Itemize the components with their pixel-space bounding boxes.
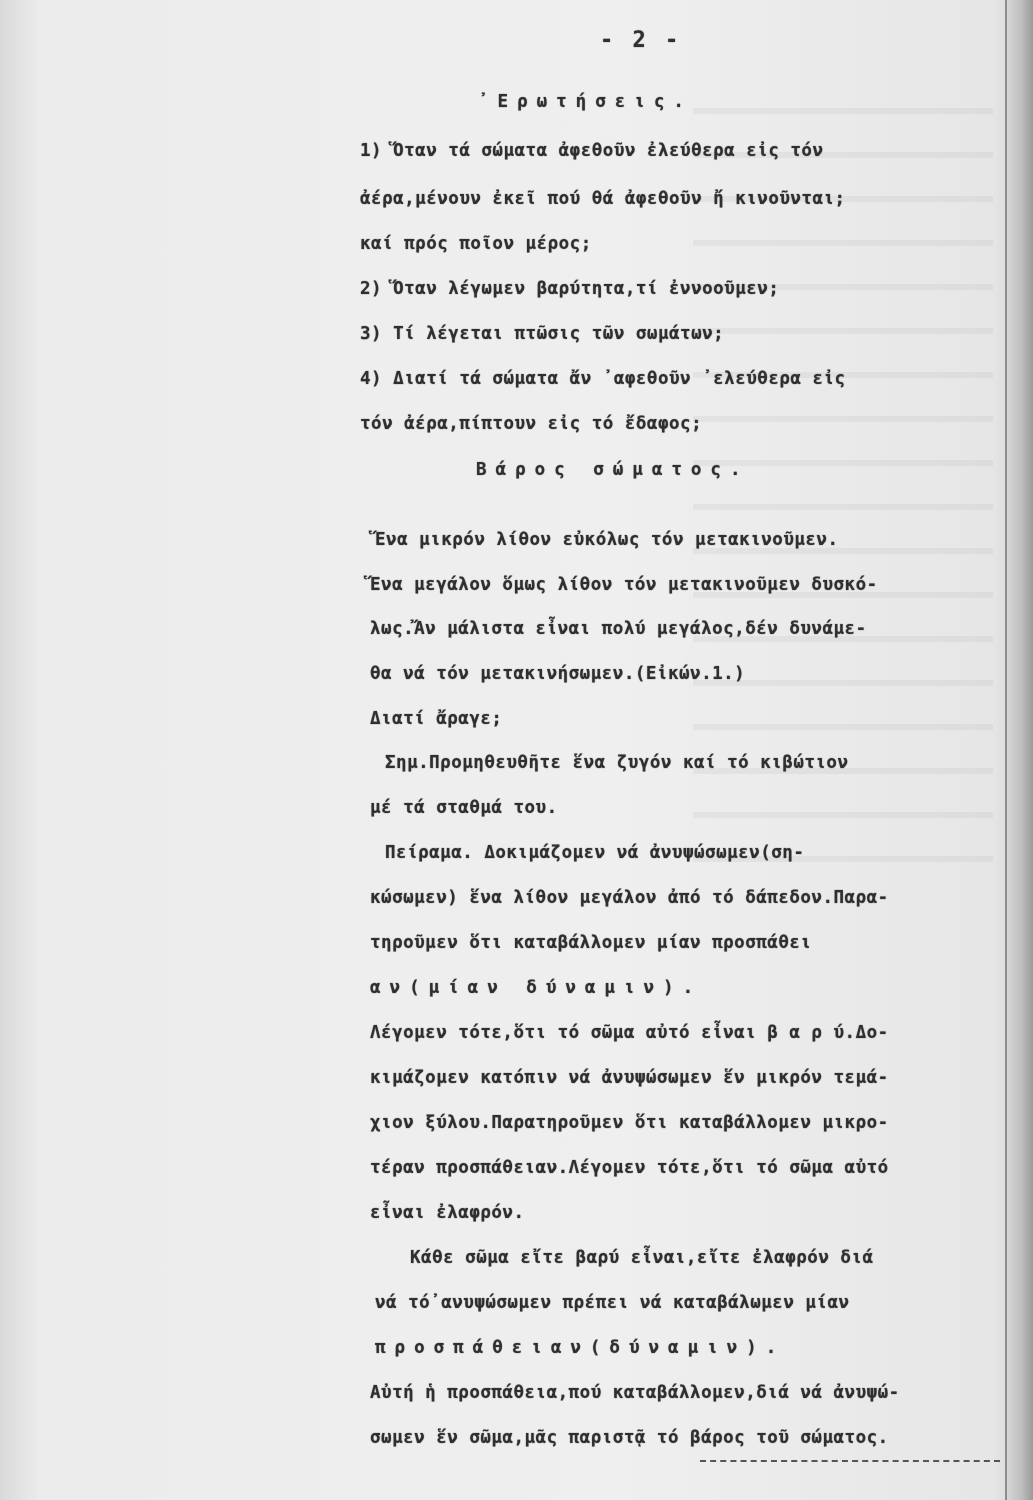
body-line-10: τηροῦμεν ὅτι καταβάλλομεν μίαν προσπάθει [370,933,812,953]
body-line-21: σωμεν ἕν σῶμα,μᾶς παριστᾷ τό βάρος τοῦ σώματος. [370,1428,889,1448]
section-heading: Βάρος σώματος. [476,460,750,480]
body-line-5: Διατί ἄραγε; [370,709,503,729]
body-line-7: μέ τά σταθμά του. [370,798,558,818]
page-number: - 2 - [600,28,682,53]
body-line-16: εἶναι ἐλαφρόν. [370,1203,525,1223]
body-line-8: Πείραμα. Δοκιμάζομεν νά ἀνυψώσωμεν(ση- [385,843,805,863]
body-line-3: λως.Ἄν μάλιστα εἶναι πολύ μεγάλος,δέν δυνάμε- [370,619,867,639]
question-line-1: 1) Ὅταν τά σώματα ἀφεθοῦν ἐλεύθερα εἰς τόν [360,141,824,161]
question-line-2: ἀέρα,μένουν ἐκεῖ πού θά ἀφεθοῦν ἤ κινοῦνται; [360,189,846,209]
page-edge [1005,0,1033,1500]
body-line-17: Κάθε σῶμα εἴτε βαρύ εἶναι,εἴτε ἐλαφρόν διά [410,1248,874,1268]
body-line-20: Αὐτή ἡ προσπάθεια,πού καταβάλλομεν,διά νά ἀνυψώ- [370,1383,900,1403]
body-line-15: τέραν προσπάθειαν.Λέγομεν τότε,ὅτι τό σῶμα αὐτό [370,1158,889,1178]
question-line-5: 3) Τί λέγεται πτῶσις τῶν σωμάτων; [360,324,725,344]
closing-dashed-rule [700,1460,1000,1464]
body-line-14: χιον ξύλου.Παρατηροῦμεν ὅτι καταβάλλομεν μικρο- [370,1113,889,1133]
question-line-6: 4) Διατί τά σώματα ἄν ᾽αφεθοῦν ᾽ελεύθερα εἰς [360,369,846,389]
body-line-12: Λέγομεν τότε,ὅτι τό σῶμα αὐτό εἶναι β α ρ ύ.Δο- [370,1023,889,1043]
question-line-3: καί πρός ποῖον μέρος; [360,234,592,254]
body-line-4: θα νά τόν μετακινήσωμεν.(Εἰκών.1.) [370,664,746,684]
body-line-9: κώσωμεν) ἕνα λίθον μεγάλον ἀπό τό δάπεδον.Παρα- [370,888,889,908]
body-line-11: αν(μίαν δύναμιν). [370,978,703,998]
questions-heading: ᾽Ερωτήσεις. [478,92,693,112]
body-line-2: Ἕνα μεγάλον ὅμως λίθον τόν μετακινοῦμεν δυσκό- [370,575,878,595]
body-line-13: κιμάζομεν κατόπιν νά ἀνυψώσωμεν ἕν μικρόν τεμά- [370,1068,889,1088]
body-line-18: νά τό᾽ανυψώσωμεν πρέπει νά καταβάλωμεν μίαν [375,1293,850,1313]
page-edge-line [1005,0,1007,1500]
question-line-7: τόν ἀέρα,πίπτουν εἰς τό ἔδαφος; [360,414,703,434]
body-line-6: Σημ.Προμηθευθῆτε ἕνα ζυγόν καί τό κιβώτιον [385,753,849,773]
body-line-1: Ἕνα μικρόν λίθον εὐκόλως τόν μετακινοῦμεν. [375,530,839,550]
body-line-19: προσπάθειαν(δύναμιν). [375,1338,786,1358]
question-line-4: 2) Ὅταν λέγωμεν βαρύτητα,τί ἐννοοῦμεν; [360,279,780,299]
